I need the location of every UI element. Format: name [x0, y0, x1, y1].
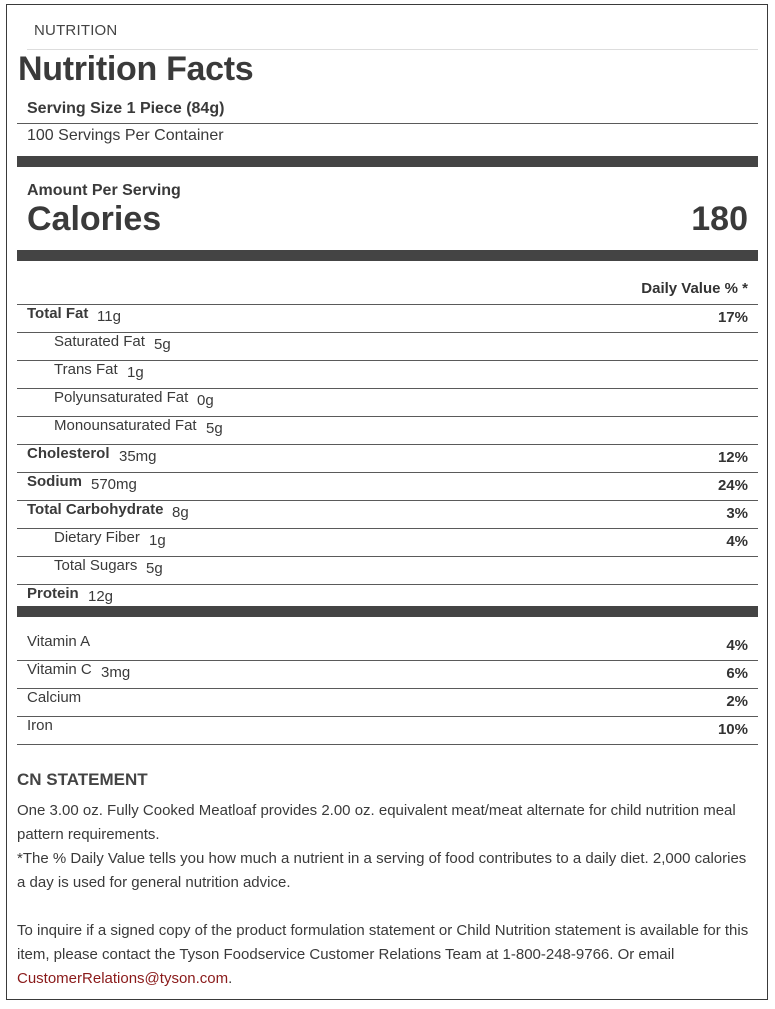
daily-value-percent: 24% — [717, 477, 748, 494]
row-divider — [17, 688, 758, 689]
row-divider — [17, 472, 758, 473]
nutrient-amount: 1g — [149, 532, 166, 549]
nutrient-amount: 3mg — [101, 664, 131, 681]
nutrient-label: Trans Fat — [54, 361, 118, 378]
divider — [17, 123, 758, 124]
nutrient-label: Saturated Fat — [54, 333, 145, 350]
divider — [17, 304, 758, 305]
daily-value-percent: 3% — [726, 505, 748, 522]
thick-divider — [17, 250, 758, 261]
nutrient-amount: 35mg — [119, 448, 157, 465]
calories-value: 180 — [691, 200, 748, 238]
nutrient-label: Iron — [27, 717, 53, 734]
nutrient-amount: 570mg — [91, 476, 137, 493]
daily-value-percent: 4% — [726, 637, 748, 654]
cn-statement-title: CN STATEMENT — [17, 770, 148, 789]
inquiry-end: . — [228, 970, 233, 987]
nutrient-label: Total Carbohydrate — [27, 501, 164, 518]
daily-value-percent: 12% — [717, 449, 748, 466]
daily-value-percent: 4% — [726, 533, 748, 550]
nutrient-amount: 5g — [146, 560, 163, 577]
nutrient-amount: 12g — [88, 588, 114, 605]
daily-value-percent: 6% — [726, 665, 748, 682]
nutrient-amount: 5g — [206, 420, 223, 437]
amount-per-serving: Amount Per Serving — [27, 182, 181, 199]
nutrient-label: Vitamin A — [27, 633, 91, 650]
inquiry-text — [17, 919, 757, 991]
nutrient-amount: 5g — [154, 336, 171, 353]
row-divider — [17, 584, 758, 585]
nutrient-label: Dietary Fiber — [54, 529, 140, 546]
nutrient-label: Polyunsaturated Fat — [54, 389, 189, 406]
row-divider — [17, 360, 758, 361]
daily-value-note: *The % Daily Value tells you how much a nutrient in a serving of food contributes to a daily diet. 2,000 calories a day is used for general nutrition advice. — [17, 850, 747, 891]
nutrient-amount: 8g — [172, 504, 189, 521]
row-divider — [17, 716, 758, 717]
nutrient-label: Total Sugars — [54, 557, 138, 574]
calories-label: Calories — [27, 200, 162, 238]
email-link[interactable]: CustomerRelations@tyson.com — [17, 970, 229, 987]
serving-size: Serving Size 1 Piece (84g) — [27, 100, 225, 117]
row-divider — [17, 660, 758, 661]
nutrient-label: Cholesterol — [27, 445, 110, 462]
nutrient-label: Vitamin C — [27, 661, 92, 678]
daily-value-percent: 17% — [717, 309, 748, 326]
inquiry-body: To inquire if a signed copy of the product formulation statement or Child Nutrition statement is available for this item, please contact the Tyson Foodservice Customer Relations Team at 1-800-248-9766. Or email — [17, 922, 749, 963]
nutrient-label: Monounsaturated Fat — [54, 417, 197, 434]
daily-value-percent: 10% — [717, 721, 748, 738]
nutrient-label: Protein — [27, 585, 79, 602]
nutrient-amount: 0g — [197, 392, 214, 409]
nutrient-label: Sodium — [27, 473, 82, 490]
daily-value-percent: 2% — [726, 693, 748, 710]
cn-statement-text: One 3.00 oz. Fully Cooked Meatloaf provides 2.00 oz. equivalent meat/meat alternate for child nutrition meal pattern requirements. — [17, 802, 736, 843]
nutrient-label: Calcium — [27, 689, 82, 706]
page-title: Nutrition Facts — [18, 50, 254, 88]
nutrient-amount: 1g — [127, 364, 144, 381]
nutrient-amount: 11g — [97, 308, 121, 325]
daily-value-header: Daily Value % * — [641, 280, 748, 297]
thick-divider — [17, 156, 758, 167]
nutrient-label: Total Fat — [27, 305, 89, 322]
servings-per-container: 100 Servings Per Container — [27, 127, 224, 144]
thick-divider — [17, 606, 758, 617]
row-divider — [17, 744, 758, 745]
section-label: NUTRITION — [34, 22, 118, 39]
row-divider — [17, 444, 758, 445]
